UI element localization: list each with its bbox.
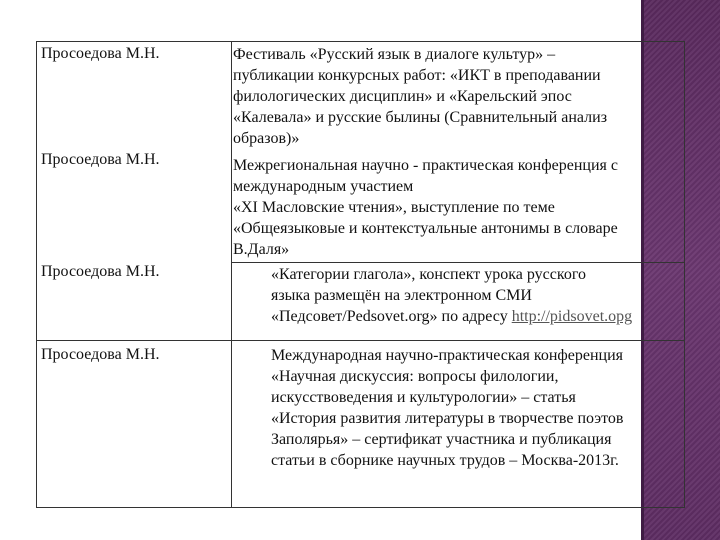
row-divider <box>36 340 685 341</box>
publication-description <box>271 264 632 327</box>
publication-text: «Категории глагола», конспект урока русского языка размещён на электронном СМИ «Педсовет/Pedsovet.org» по адресу <box>271 266 586 325</box>
publication-description: Межрегиональная научно - практическая конференция с международным участием «XI Масловские чтения», выступление по теме «Общеязыковые и контекстуальные антонимы в словаре В.Даля» <box>233 157 618 258</box>
publication-description: Фестиваль «Русский язык в диалоге культур» – публикации конкурсных работ: «ИКТ в преподавании филологических дисциплин» и «Карельский эпос «Калевала» и русские былины (Сравнительный анализ образов)» <box>233 46 608 147</box>
author-name: Просоедова М.Н. <box>41 263 160 280</box>
author-name: Просоедова М.Н. <box>41 346 160 363</box>
publication-description: Международная научно-практическая конференция «Научная дискуссия: вопросы филологии, искусствоведения и культурологии» – статья «История развития литературы в творчестве поэтов Заполярья» – сертификат участника и публикация статьи в сборнике научных трудов – Москва-2013г. <box>271 347 624 469</box>
author-name: Просоедова М.Н. <box>41 45 160 62</box>
row-divider <box>231 262 685 263</box>
pedsovet-link[interactable]: http://pidsovet.opg <box>511 308 633 325</box>
author-name: Просоедова М.Н. <box>41 151 160 168</box>
column-divider <box>231 41 232 508</box>
